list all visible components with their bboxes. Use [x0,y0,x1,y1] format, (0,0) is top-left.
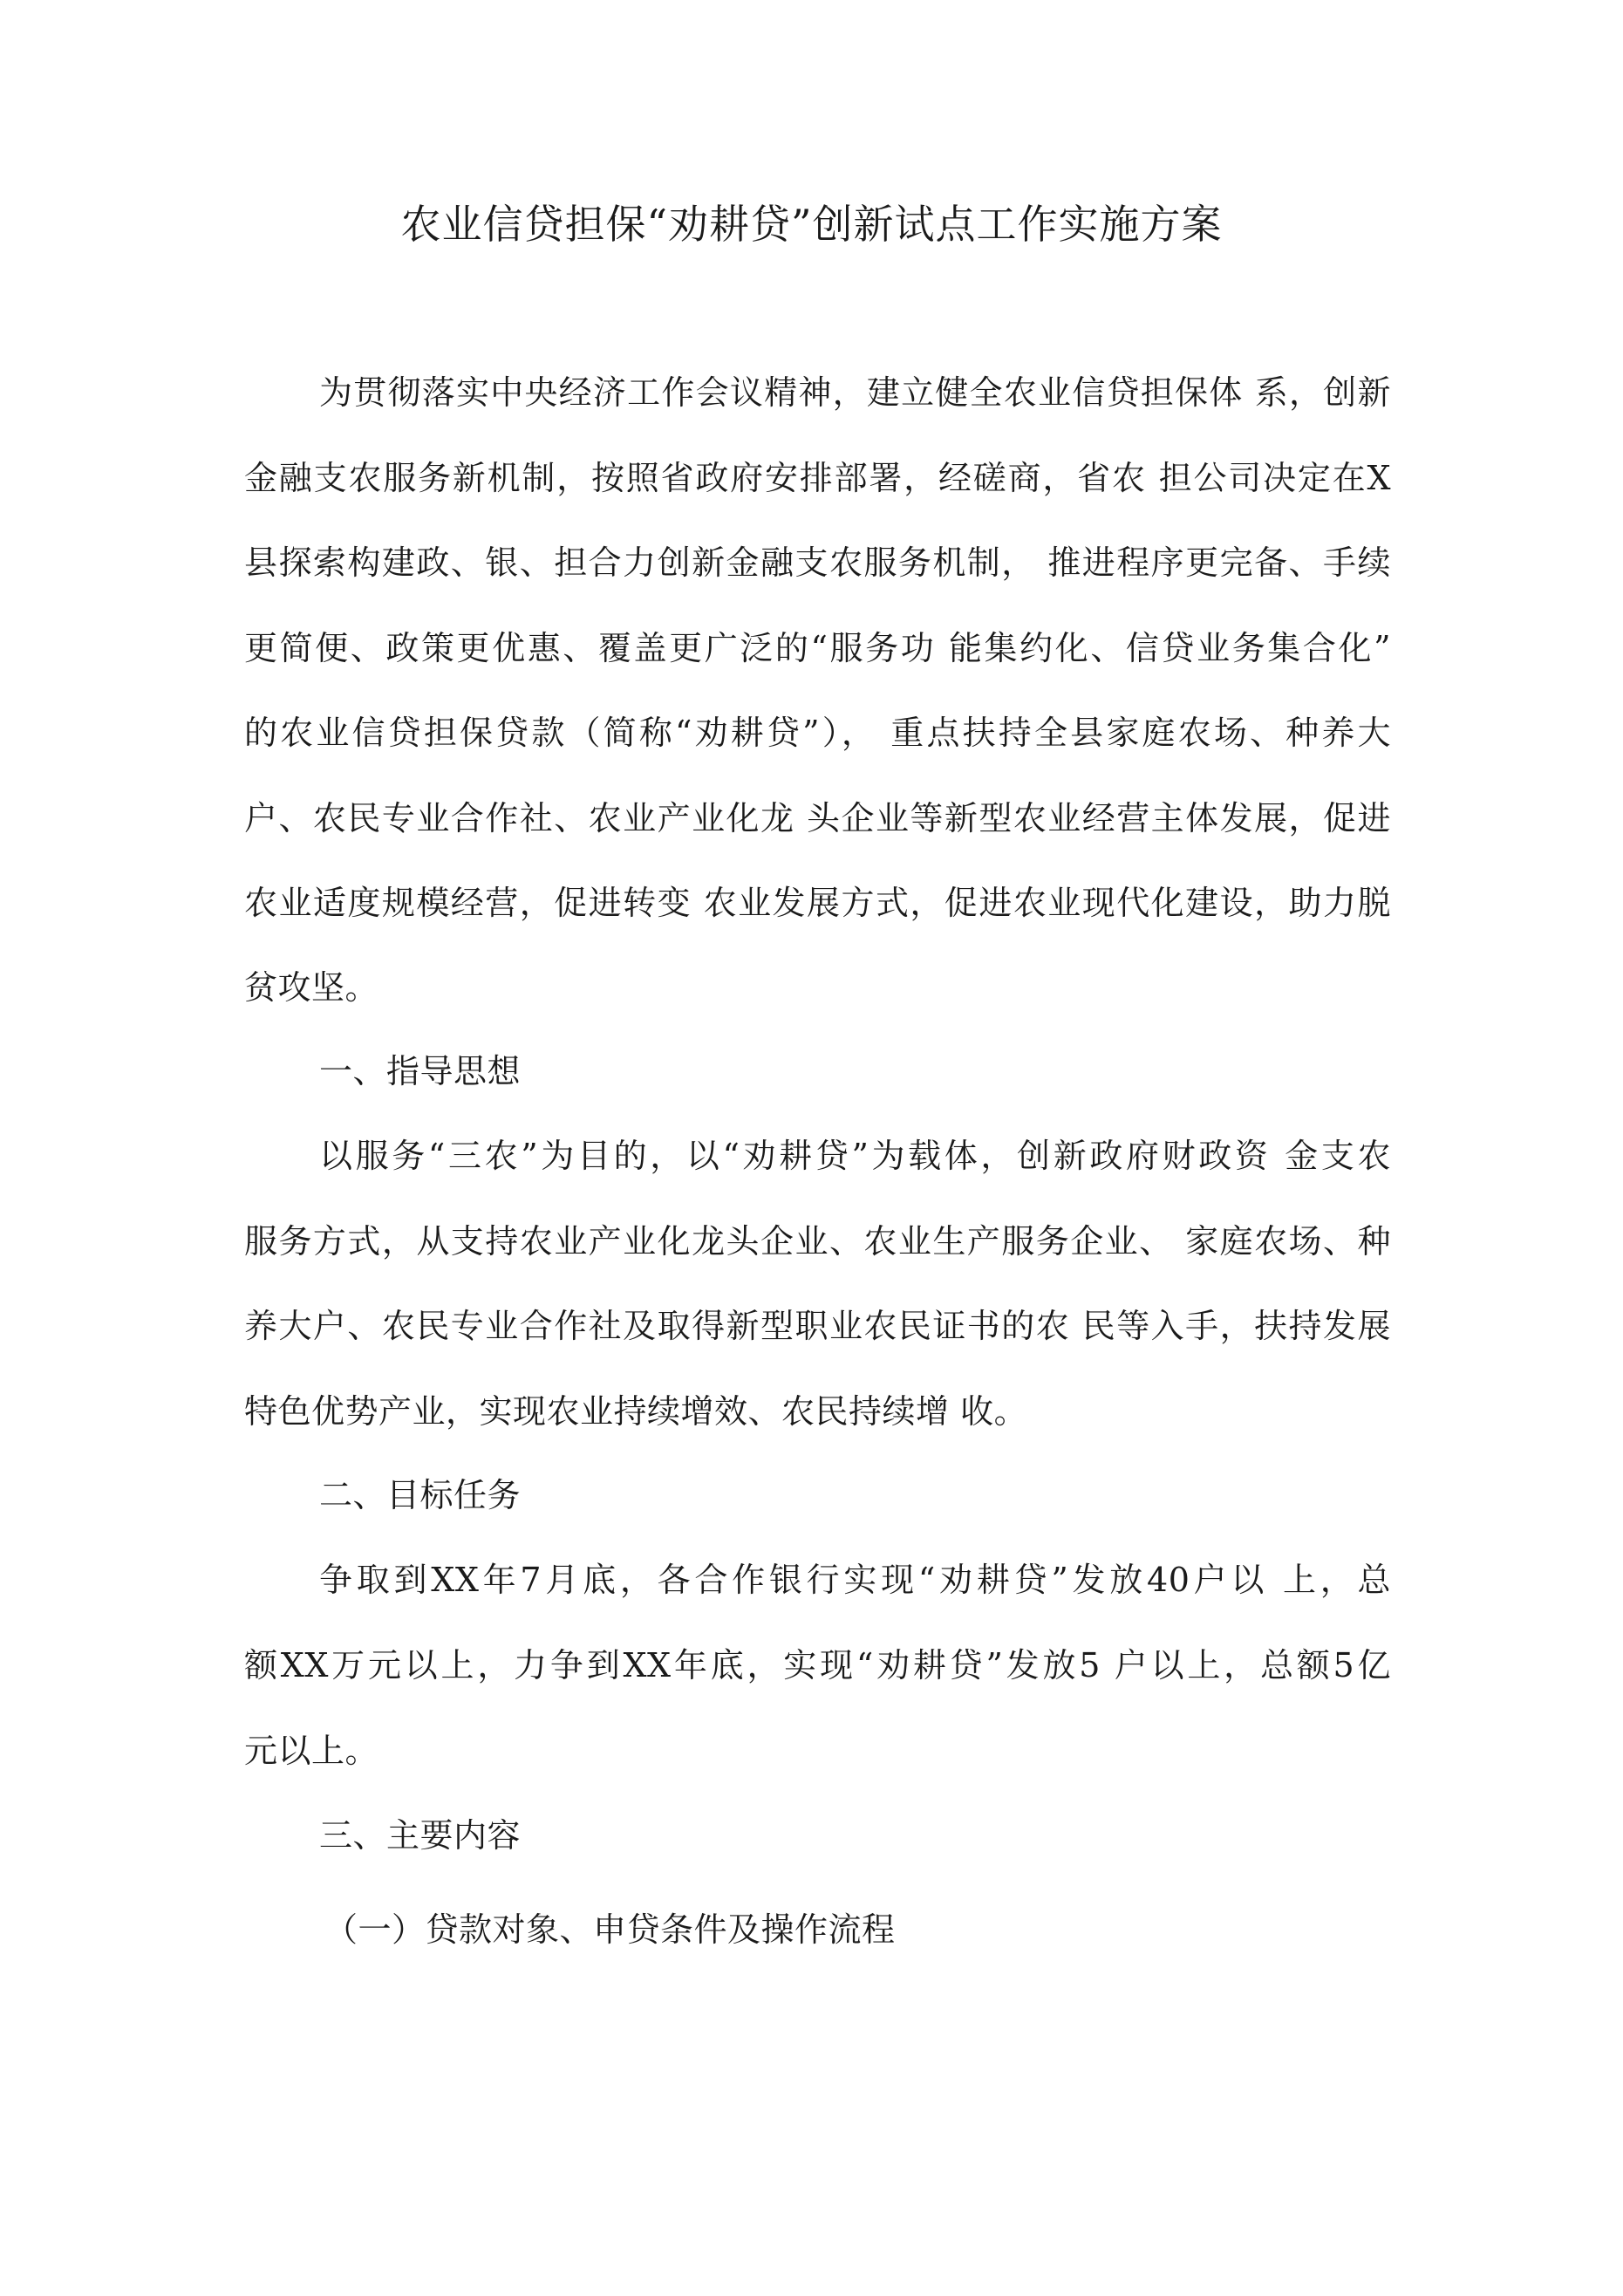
section-line: 争取到XX年7月底，各合作银行实现“劝耕贷”发放40户以 上，总 [319,1561,1391,1599]
section-heading: 一、指导思想 [319,1052,522,1090]
intro-line: 金融支农服务新机制，按照省政府安排部署，经磋商，省农 担公司决定在X [244,459,1391,497]
intro-line: 县探索构建政、银、担合力创新金融支农服务机制， 推进程序更完备、手续 [244,543,1391,582]
intro-line: 农业适度规模经营，促进转变 农业发展方式，促进农业现代化建设，助力脱 [244,884,1391,922]
intro-line: 的农业信贷担保贷款（简称“劝耕贷”）， 重点扶持全县家庭农场、种养大 [244,714,1391,752]
section-heading: 二、目标任务 [319,1476,522,1514]
section-line: 元以上。 [244,1732,379,1770]
section-line: 特色优势产业，实现农业持续增效、农民持续增 收。 [244,1392,1028,1431]
subsection-heading: （一）贷款对象、申贷条件及操作流程 [324,1910,896,1949]
intro-line: 更简便、政策更优惠、覆盖更广泛的“服务功 能集约化、信贷业务集合化” [244,629,1391,667]
document-title: 农业信贷担保“劝耕贷”创新试点工作实施方案 [400,201,1223,248]
intro-line: 户、农民专业合作社、农业产业化龙 头企业等新型农业经营主体发展，促进 [244,799,1391,837]
section-heading: 三、主要内容 [319,1816,522,1855]
section-line: 额XX万元以上，力争到XX年底，实现“劝耕贷”发放5 户以上，总额5亿 [244,1646,1391,1684]
intro-line: 贫攻坚。 [244,968,379,1007]
section-line: 以服务“三农”为目的，以“劝耕贷”为载体，创新政府财政资 金支农 [319,1137,1391,1175]
intro-line: 为贯彻落实中央经济工作会议精神，建立健全农业信贷担保体 系，创新 [319,373,1391,412]
section-line: 服务方式，从支持农业产业化龙头企业、农业生产服务企业、 家庭农场、种 [244,1222,1391,1261]
section-line: 养大户、农民专业合作社及取得新型职业农民证书的农 民等入手，扶持发展 [244,1307,1391,1345]
